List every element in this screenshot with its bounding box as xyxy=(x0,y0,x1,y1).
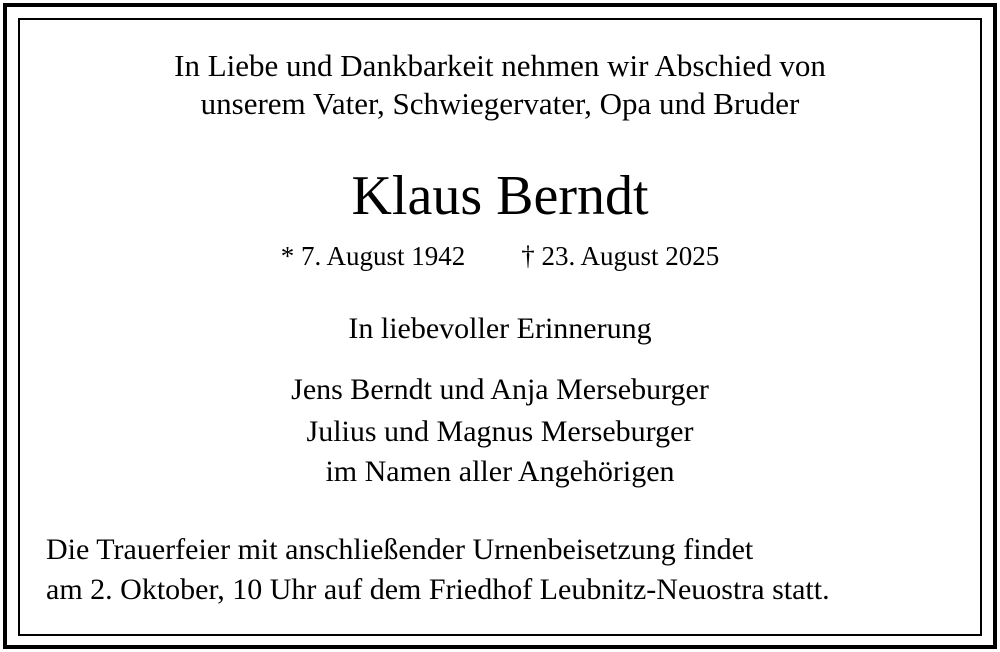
ceremony-line-1: Die Trauerfeier mit anschließender Urnenbeisetzung findet xyxy=(46,533,754,566)
birth-date: * 7. August 1942 xyxy=(280,241,466,271)
mourner-line-1: Jens Berndt und Anja Merseburger xyxy=(291,373,709,406)
mourner-line-2: Julius und Magnus Merseburger xyxy=(306,415,694,448)
memory-line: In liebevoller Erinnerung xyxy=(348,312,652,345)
intro-line-2: unserem Vater, Schwiegervater, Opa und Bruder xyxy=(200,86,800,121)
mourner-line-3: im Namen aller Angehörigen xyxy=(325,455,675,488)
deceased-name: Klaus Berndt xyxy=(351,165,649,227)
intro-line-1: In Liebe und Dankbarkeit nehmen wir Abschied von xyxy=(174,48,826,83)
death-date: † 23. August 2025 xyxy=(521,241,720,271)
ceremony-line-2: am 2. Oktober, 10 Uhr auf dem Friedhof Leubnitz-Neuostra statt. xyxy=(46,573,830,606)
life-dates xyxy=(0,240,1000,272)
